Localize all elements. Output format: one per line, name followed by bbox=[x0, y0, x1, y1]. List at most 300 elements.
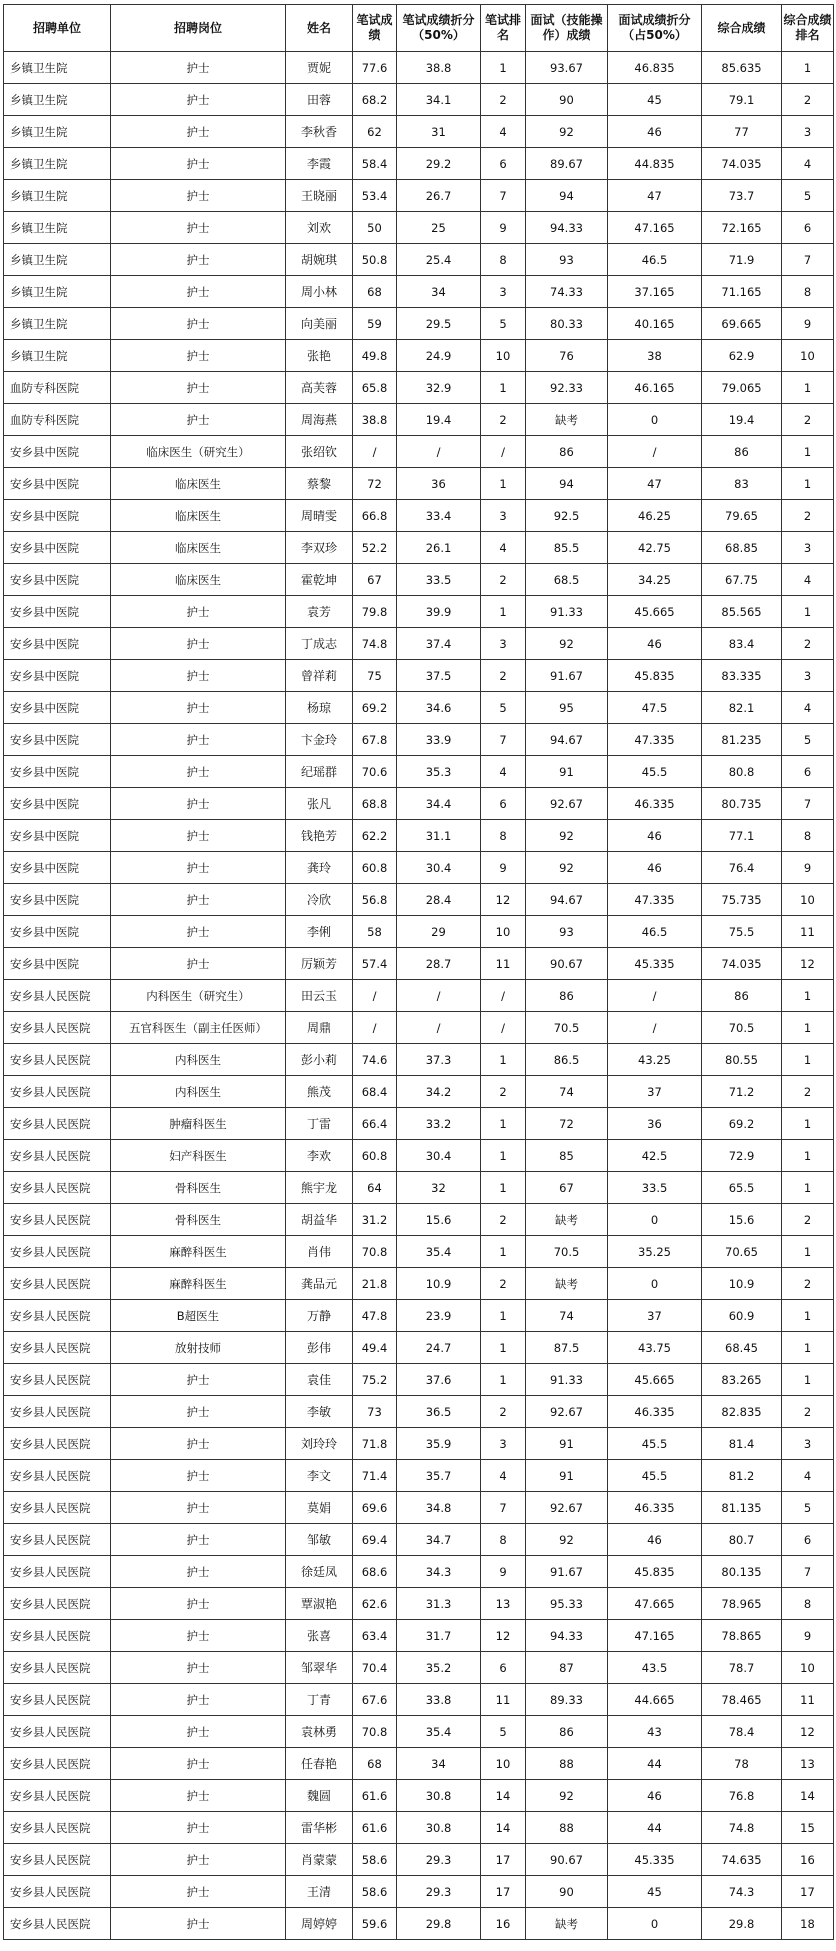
written-rank-cell: 8 bbox=[481, 820, 526, 852]
interview-score-cell: 92.67 bbox=[526, 788, 608, 820]
position-cell: 护士 bbox=[111, 372, 286, 404]
written-score-cell: 47.8 bbox=[353, 1300, 397, 1332]
name-cell: 张绍钦 bbox=[286, 436, 353, 468]
interview-score-cell: 94.33 bbox=[526, 1620, 608, 1652]
unit-cell: 乡镇卫生院 bbox=[4, 148, 111, 180]
written-score-cell: 49.4 bbox=[353, 1332, 397, 1364]
name-cell: 彭小莉 bbox=[286, 1044, 353, 1076]
written-rank-cell: 12 bbox=[481, 1620, 526, 1652]
interview-score-cell: 80.33 bbox=[526, 308, 608, 340]
written-score-cell: 59 bbox=[353, 308, 397, 340]
unit-cell: 安乡县中医院 bbox=[4, 884, 111, 916]
written-rank-cell: 2 bbox=[481, 1076, 526, 1108]
written-weighted-cell: 31.3 bbox=[397, 1588, 481, 1620]
written-rank-cell: 13 bbox=[481, 1588, 526, 1620]
total-rank-cell: 1 bbox=[782, 436, 834, 468]
position-cell: 护士 bbox=[111, 788, 286, 820]
total-score-cell: 71.2 bbox=[702, 1076, 782, 1108]
written-score-cell: / bbox=[353, 1012, 397, 1044]
written-weighted-cell: 30.4 bbox=[397, 852, 481, 884]
written-score-cell: 63.4 bbox=[353, 1620, 397, 1652]
name-cell: 刘欢 bbox=[286, 212, 353, 244]
written-score-cell: 66.4 bbox=[353, 1108, 397, 1140]
total-rank-cell: 9 bbox=[782, 308, 834, 340]
interview-weighted-cell: 44.665 bbox=[608, 1684, 702, 1716]
unit-cell: 安乡县人民医院 bbox=[4, 1428, 111, 1460]
written-score-cell: 71.4 bbox=[353, 1460, 397, 1492]
written-score-cell: 59.6 bbox=[353, 1908, 397, 1940]
table-row bbox=[4, 276, 834, 308]
name-cell: 袁林勇 bbox=[286, 1716, 353, 1748]
interview-score-cell: 91.67 bbox=[526, 1556, 608, 1588]
unit-cell: 安乡县人民医院 bbox=[4, 1524, 111, 1556]
written-rank-cell: 5 bbox=[481, 1716, 526, 1748]
interview-score-cell: 95.33 bbox=[526, 1588, 608, 1620]
written-weighted-cell: 34.2 bbox=[397, 1076, 481, 1108]
total-score-cell: 62.9 bbox=[702, 340, 782, 372]
unit-cell: 乡镇卫生院 bbox=[4, 212, 111, 244]
written-weighted-cell: 25.4 bbox=[397, 244, 481, 276]
position-cell: 护士 bbox=[111, 276, 286, 308]
interview-weighted-cell: 46 bbox=[608, 1780, 702, 1812]
written-rank-cell: 9 bbox=[481, 1556, 526, 1588]
total-rank-cell: 10 bbox=[782, 884, 834, 916]
interview-score-cell: 93.67 bbox=[526, 52, 608, 84]
interview-score-cell: 90.67 bbox=[526, 1844, 608, 1876]
written-weighted-cell: 36 bbox=[397, 468, 481, 500]
total-score-cell: 60.9 bbox=[702, 1300, 782, 1332]
name-cell: 龚品元 bbox=[286, 1268, 353, 1300]
total-rank-cell: 4 bbox=[782, 148, 834, 180]
total-rank-cell: 2 bbox=[782, 404, 834, 436]
written-weighted-cell: 30.4 bbox=[397, 1140, 481, 1172]
position-cell: 放射技师 bbox=[111, 1332, 286, 1364]
table-row bbox=[4, 532, 834, 564]
position-cell: 护士 bbox=[111, 116, 286, 148]
interview-weighted-cell: 35.25 bbox=[608, 1236, 702, 1268]
total-rank-cell: 1 bbox=[782, 1172, 834, 1204]
interview-weighted-cell: 47.165 bbox=[608, 1620, 702, 1652]
written-weighted-cell: 35.4 bbox=[397, 1716, 481, 1748]
written-rank-cell: 1 bbox=[481, 1236, 526, 1268]
unit-cell: 安乡县人民医院 bbox=[4, 1588, 111, 1620]
interview-weighted-cell: / bbox=[608, 436, 702, 468]
total-rank-cell: 1 bbox=[782, 468, 834, 500]
total-score-cell: 83.265 bbox=[702, 1364, 782, 1396]
position-cell: 麻醉科医生 bbox=[111, 1236, 286, 1268]
written-rank-cell: 16 bbox=[481, 1908, 526, 1940]
name-cell: 覃淑艳 bbox=[286, 1588, 353, 1620]
interview-weighted-cell: 34.25 bbox=[608, 564, 702, 596]
interview-weighted-cell: 46 bbox=[608, 820, 702, 852]
written-weighted-cell: 34.8 bbox=[397, 1492, 481, 1524]
interview-weighted-cell: 46 bbox=[608, 628, 702, 660]
table-row bbox=[4, 1172, 834, 1204]
name-cell: 周婷婷 bbox=[286, 1908, 353, 1940]
name-cell: 魏圆 bbox=[286, 1780, 353, 1812]
written-score-cell: 69.2 bbox=[353, 692, 397, 724]
written-rank-cell: 14 bbox=[481, 1780, 526, 1812]
header-unit: 招聘单位 bbox=[4, 5, 111, 52]
total-score-cell: 74.035 bbox=[702, 948, 782, 980]
total-score-cell: 78.7 bbox=[702, 1652, 782, 1684]
name-cell: 丁雷 bbox=[286, 1108, 353, 1140]
interview-score-cell: 72 bbox=[526, 1108, 608, 1140]
written-score-cell: 58 bbox=[353, 916, 397, 948]
table-row bbox=[4, 1332, 834, 1364]
written-rank-cell: 7 bbox=[481, 1492, 526, 1524]
interview-weighted-cell: 47.665 bbox=[608, 1588, 702, 1620]
written-weighted-cell: 33.4 bbox=[397, 500, 481, 532]
total-score-cell: 76.4 bbox=[702, 852, 782, 884]
total-score-cell: 68.85 bbox=[702, 532, 782, 564]
position-cell: 护士 bbox=[111, 212, 286, 244]
table-row bbox=[4, 1588, 834, 1620]
interview-weighted-cell: 36 bbox=[608, 1108, 702, 1140]
position-cell: 护士 bbox=[111, 1364, 286, 1396]
interview-weighted-cell: 45.835 bbox=[608, 1556, 702, 1588]
interview-score-cell: 92 bbox=[526, 628, 608, 660]
interview-weighted-cell: 46 bbox=[608, 116, 702, 148]
name-cell: 丁青 bbox=[286, 1684, 353, 1716]
total-score-cell: 80.55 bbox=[702, 1044, 782, 1076]
total-score-cell: 83 bbox=[702, 468, 782, 500]
unit-cell: 安乡县人民医院 bbox=[4, 980, 111, 1012]
total-rank-cell: 10 bbox=[782, 340, 834, 372]
written-score-cell: 71.8 bbox=[353, 1428, 397, 1460]
written-weighted-cell: 23.9 bbox=[397, 1300, 481, 1332]
position-cell: 护士 bbox=[111, 180, 286, 212]
written-rank-cell: 4 bbox=[481, 532, 526, 564]
written-score-cell: 68.2 bbox=[353, 84, 397, 116]
written-rank-cell: 14 bbox=[481, 1812, 526, 1844]
written-score-cell: 68.6 bbox=[353, 1556, 397, 1588]
written-rank-cell: 11 bbox=[481, 1684, 526, 1716]
written-rank-cell: 1 bbox=[481, 1364, 526, 1396]
written-weighted-cell: 31.1 bbox=[397, 820, 481, 852]
interview-score-cell: 74 bbox=[526, 1076, 608, 1108]
total-score-cell: 70.5 bbox=[702, 1012, 782, 1044]
written-rank-cell: 17 bbox=[481, 1844, 526, 1876]
table-row bbox=[4, 1844, 834, 1876]
position-cell: 妇产科医生 bbox=[111, 1140, 286, 1172]
written-score-cell: 62.2 bbox=[353, 820, 397, 852]
total-rank-cell: 3 bbox=[782, 660, 834, 692]
name-cell: 雷华彬 bbox=[286, 1812, 353, 1844]
unit-cell: 乡镇卫生院 bbox=[4, 276, 111, 308]
written-rank-cell: 4 bbox=[481, 756, 526, 788]
total-score-cell: 78.465 bbox=[702, 1684, 782, 1716]
table-row bbox=[4, 628, 834, 660]
unit-cell: 乡镇卫生院 bbox=[4, 52, 111, 84]
total-rank-cell: 3 bbox=[782, 116, 834, 148]
table-row bbox=[4, 1396, 834, 1428]
name-cell: 肖蒙蒙 bbox=[286, 1844, 353, 1876]
interview-score-cell: 92 bbox=[526, 1780, 608, 1812]
written-weighted-cell: 32.9 bbox=[397, 372, 481, 404]
written-weighted-cell: 31.7 bbox=[397, 1620, 481, 1652]
written-score-cell: 74.8 bbox=[353, 628, 397, 660]
position-cell: 五官科医生（副主任医师） bbox=[111, 1012, 286, 1044]
total-score-cell: 71.9 bbox=[702, 244, 782, 276]
interview-weighted-cell: 44 bbox=[608, 1812, 702, 1844]
interview-score-cell: 92.33 bbox=[526, 372, 608, 404]
table-row bbox=[4, 244, 834, 276]
total-rank-cell: 1 bbox=[782, 1236, 834, 1268]
interview-weighted-cell: 47.165 bbox=[608, 212, 702, 244]
written-score-cell: 70.8 bbox=[353, 1236, 397, 1268]
table-row bbox=[4, 1108, 834, 1140]
total-score-cell: 29.8 bbox=[702, 1908, 782, 1940]
header-written-rank: 笔试排名 bbox=[481, 5, 526, 52]
total-rank-cell: 1 bbox=[782, 1044, 834, 1076]
interview-score-cell: 85 bbox=[526, 1140, 608, 1172]
unit-cell: 乡镇卫生院 bbox=[4, 116, 111, 148]
written-weighted-cell: 34.1 bbox=[397, 84, 481, 116]
written-weighted-cell: 28.4 bbox=[397, 884, 481, 916]
written-weighted-cell: 37.3 bbox=[397, 1044, 481, 1076]
header-interview-weighted: 面试成绩折分（占50%） bbox=[608, 5, 702, 52]
interview-score-cell: 90.67 bbox=[526, 948, 608, 980]
position-cell: 护士 bbox=[111, 1556, 286, 1588]
unit-cell: 安乡县人民医院 bbox=[4, 1620, 111, 1652]
total-score-cell: 74.035 bbox=[702, 148, 782, 180]
name-cell: 胡益华 bbox=[286, 1204, 353, 1236]
unit-cell: 安乡县中医院 bbox=[4, 948, 111, 980]
written-score-cell: 58.6 bbox=[353, 1844, 397, 1876]
unit-cell: 安乡县中医院 bbox=[4, 788, 111, 820]
written-weighted-cell: 10.9 bbox=[397, 1268, 481, 1300]
unit-cell: 安乡县人民医院 bbox=[4, 1172, 111, 1204]
written-rank-cell: 1 bbox=[481, 1332, 526, 1364]
interview-score-cell: 90 bbox=[526, 84, 608, 116]
table-row bbox=[4, 564, 834, 596]
interview-score-cell: 76 bbox=[526, 340, 608, 372]
table-row bbox=[4, 1748, 834, 1780]
unit-cell: 安乡县人民医院 bbox=[4, 1300, 111, 1332]
unit-cell: 安乡县人民医院 bbox=[4, 1876, 111, 1908]
written-weighted-cell: 35.7 bbox=[397, 1460, 481, 1492]
table-row bbox=[4, 1812, 834, 1844]
position-cell: 护士 bbox=[111, 1716, 286, 1748]
written-rank-cell: 3 bbox=[481, 500, 526, 532]
interview-score-cell: 91 bbox=[526, 1428, 608, 1460]
total-rank-cell: 2 bbox=[782, 628, 834, 660]
unit-cell: 安乡县中医院 bbox=[4, 500, 111, 532]
table-row bbox=[4, 1524, 834, 1556]
total-score-cell: 19.4 bbox=[702, 404, 782, 436]
header-written-weighted: 笔试成绩折分（50%） bbox=[397, 5, 481, 52]
written-rank-cell: 2 bbox=[481, 84, 526, 116]
table-body bbox=[4, 52, 834, 1940]
total-rank-cell: 6 bbox=[782, 1524, 834, 1556]
total-rank-cell: 14 bbox=[782, 1780, 834, 1812]
written-weighted-cell: 24.9 bbox=[397, 340, 481, 372]
name-cell: 万静 bbox=[286, 1300, 353, 1332]
interview-score-cell: 87 bbox=[526, 1652, 608, 1684]
total-rank-cell: 1 bbox=[782, 372, 834, 404]
written-rank-cell: / bbox=[481, 980, 526, 1012]
table-row bbox=[4, 1652, 834, 1684]
written-rank-cell: 5 bbox=[481, 308, 526, 340]
written-rank-cell: 5 bbox=[481, 692, 526, 724]
interview-weighted-cell: 45 bbox=[608, 1876, 702, 1908]
interview-weighted-cell: 43.25 bbox=[608, 1044, 702, 1076]
unit-cell: 安乡县人民医院 bbox=[4, 1108, 111, 1140]
written-rank-cell: 8 bbox=[481, 1524, 526, 1556]
interview-score-cell: 缺考 bbox=[526, 1204, 608, 1236]
interview-weighted-cell: 46.335 bbox=[608, 788, 702, 820]
position-cell: 临床医生 bbox=[111, 468, 286, 500]
written-weighted-cell: 24.7 bbox=[397, 1332, 481, 1364]
written-rank-cell: 1 bbox=[481, 52, 526, 84]
position-cell: 护士 bbox=[111, 148, 286, 180]
written-weighted-cell: 39.9 bbox=[397, 596, 481, 628]
written-weighted-cell: 37.4 bbox=[397, 628, 481, 660]
written-weighted-cell: 25 bbox=[397, 212, 481, 244]
interview-score-cell: 74 bbox=[526, 1300, 608, 1332]
position-cell: 护士 bbox=[111, 404, 286, 436]
unit-cell: 安乡县人民医院 bbox=[4, 1236, 111, 1268]
interview-score-cell: 92.67 bbox=[526, 1396, 608, 1428]
position-cell: 护士 bbox=[111, 1652, 286, 1684]
position-cell: 护士 bbox=[111, 596, 286, 628]
table-row bbox=[4, 1044, 834, 1076]
interview-score-cell: 89.67 bbox=[526, 148, 608, 180]
interview-weighted-cell: 40.165 bbox=[608, 308, 702, 340]
unit-cell: 安乡县人民医院 bbox=[4, 1076, 111, 1108]
name-cell: 向美丽 bbox=[286, 308, 353, 340]
written-weighted-cell: 29.3 bbox=[397, 1876, 481, 1908]
interview-score-cell: 86 bbox=[526, 980, 608, 1012]
table-row bbox=[4, 1620, 834, 1652]
interview-score-cell: 90 bbox=[526, 1876, 608, 1908]
total-score-cell: 82.1 bbox=[702, 692, 782, 724]
name-cell: 胡婉琪 bbox=[286, 244, 353, 276]
table-row bbox=[4, 788, 834, 820]
position-cell: 护士 bbox=[111, 1396, 286, 1428]
position-cell: 临床医生 bbox=[111, 564, 286, 596]
written-weighted-cell: 35.3 bbox=[397, 756, 481, 788]
position-cell: 内科医生 bbox=[111, 1076, 286, 1108]
written-score-cell: 62.6 bbox=[353, 1588, 397, 1620]
written-score-cell: 60.8 bbox=[353, 852, 397, 884]
name-cell: 贾妮 bbox=[286, 52, 353, 84]
written-score-cell: 62 bbox=[353, 116, 397, 148]
unit-cell: 安乡县人民医院 bbox=[4, 1140, 111, 1172]
name-cell: 袁佳 bbox=[286, 1364, 353, 1396]
name-cell: 莫娟 bbox=[286, 1492, 353, 1524]
position-cell: 护士 bbox=[111, 1524, 286, 1556]
written-weighted-cell: 35.2 bbox=[397, 1652, 481, 1684]
name-cell: 王晓丽 bbox=[286, 180, 353, 212]
name-cell: 王清 bbox=[286, 1876, 353, 1908]
written-weighted-cell: 33.2 bbox=[397, 1108, 481, 1140]
interview-weighted-cell: 43.5 bbox=[608, 1652, 702, 1684]
total-rank-cell: 12 bbox=[782, 948, 834, 980]
total-score-cell: 71.165 bbox=[702, 276, 782, 308]
unit-cell: 安乡县人民医院 bbox=[4, 1268, 111, 1300]
position-cell: 临床医生 bbox=[111, 500, 286, 532]
table-row bbox=[4, 52, 834, 84]
table-row bbox=[4, 820, 834, 852]
written-rank-cell: 1 bbox=[481, 1140, 526, 1172]
total-rank-cell: 3 bbox=[782, 1428, 834, 1460]
interview-weighted-cell: 45.5 bbox=[608, 1428, 702, 1460]
position-cell: 内科医生（研究生） bbox=[111, 980, 286, 1012]
total-score-cell: 80.735 bbox=[702, 788, 782, 820]
written-score-cell: 53.4 bbox=[353, 180, 397, 212]
written-weighted-cell: 36.5 bbox=[397, 1396, 481, 1428]
position-cell: 护士 bbox=[111, 1908, 286, 1940]
name-cell: 周小林 bbox=[286, 276, 353, 308]
total-rank-cell: 1 bbox=[782, 1364, 834, 1396]
interview-weighted-cell: 42.5 bbox=[608, 1140, 702, 1172]
table-row bbox=[4, 724, 834, 756]
name-cell: 张艳 bbox=[286, 340, 353, 372]
interview-score-cell: 92.5 bbox=[526, 500, 608, 532]
position-cell: 护士 bbox=[111, 756, 286, 788]
unit-cell: 安乡县中医院 bbox=[4, 436, 111, 468]
written-weighted-cell: 37.6 bbox=[397, 1364, 481, 1396]
unit-cell: 血防专科医院 bbox=[4, 404, 111, 436]
table-row bbox=[4, 1460, 834, 1492]
total-rank-cell: 10 bbox=[782, 1652, 834, 1684]
interview-weighted-cell: 46.335 bbox=[608, 1492, 702, 1524]
total-rank-cell: 4 bbox=[782, 564, 834, 596]
written-score-cell: / bbox=[353, 980, 397, 1012]
total-score-cell: 74.8 bbox=[702, 1812, 782, 1844]
position-cell: 护士 bbox=[111, 52, 286, 84]
written-weighted-cell: 34 bbox=[397, 1748, 481, 1780]
unit-cell: 安乡县人民医院 bbox=[4, 1908, 111, 1940]
table-row bbox=[4, 884, 834, 916]
position-cell: 护士 bbox=[111, 1684, 286, 1716]
written-score-cell: 50.8 bbox=[353, 244, 397, 276]
written-score-cell: 75 bbox=[353, 660, 397, 692]
name-cell: 李敏 bbox=[286, 1396, 353, 1428]
name-cell: 厉颖芳 bbox=[286, 948, 353, 980]
name-cell: 田云玉 bbox=[286, 980, 353, 1012]
unit-cell: 乡镇卫生院 bbox=[4, 308, 111, 340]
position-cell: 肿瘤科医生 bbox=[111, 1108, 286, 1140]
written-weighted-cell: 29.5 bbox=[397, 308, 481, 340]
interview-score-cell: 92 bbox=[526, 116, 608, 148]
table-row bbox=[4, 308, 834, 340]
total-rank-cell: 1 bbox=[782, 1012, 834, 1044]
interview-weighted-cell: 47.335 bbox=[608, 724, 702, 756]
written-weighted-cell: 34.4 bbox=[397, 788, 481, 820]
total-rank-cell: 17 bbox=[782, 1876, 834, 1908]
written-score-cell: 50 bbox=[353, 212, 397, 244]
interview-weighted-cell: 45.335 bbox=[608, 948, 702, 980]
position-cell: 护士 bbox=[111, 1812, 286, 1844]
interview-weighted-cell: 46.5 bbox=[608, 244, 702, 276]
interview-score-cell: 91.33 bbox=[526, 1364, 608, 1396]
interview-score-cell: 缺考 bbox=[526, 1268, 608, 1300]
total-rank-cell: 9 bbox=[782, 1620, 834, 1652]
name-cell: 李双珍 bbox=[286, 532, 353, 564]
written-score-cell: / bbox=[353, 436, 397, 468]
table-row bbox=[4, 1908, 834, 1940]
position-cell: 护士 bbox=[111, 1780, 286, 1812]
interview-weighted-cell: 47.5 bbox=[608, 692, 702, 724]
interview-weighted-cell: 37 bbox=[608, 1300, 702, 1332]
header-total-rank: 综合成绩排名 bbox=[782, 5, 834, 52]
position-cell: 护士 bbox=[111, 1588, 286, 1620]
written-score-cell: 68.4 bbox=[353, 1076, 397, 1108]
total-rank-cell: 8 bbox=[782, 820, 834, 852]
